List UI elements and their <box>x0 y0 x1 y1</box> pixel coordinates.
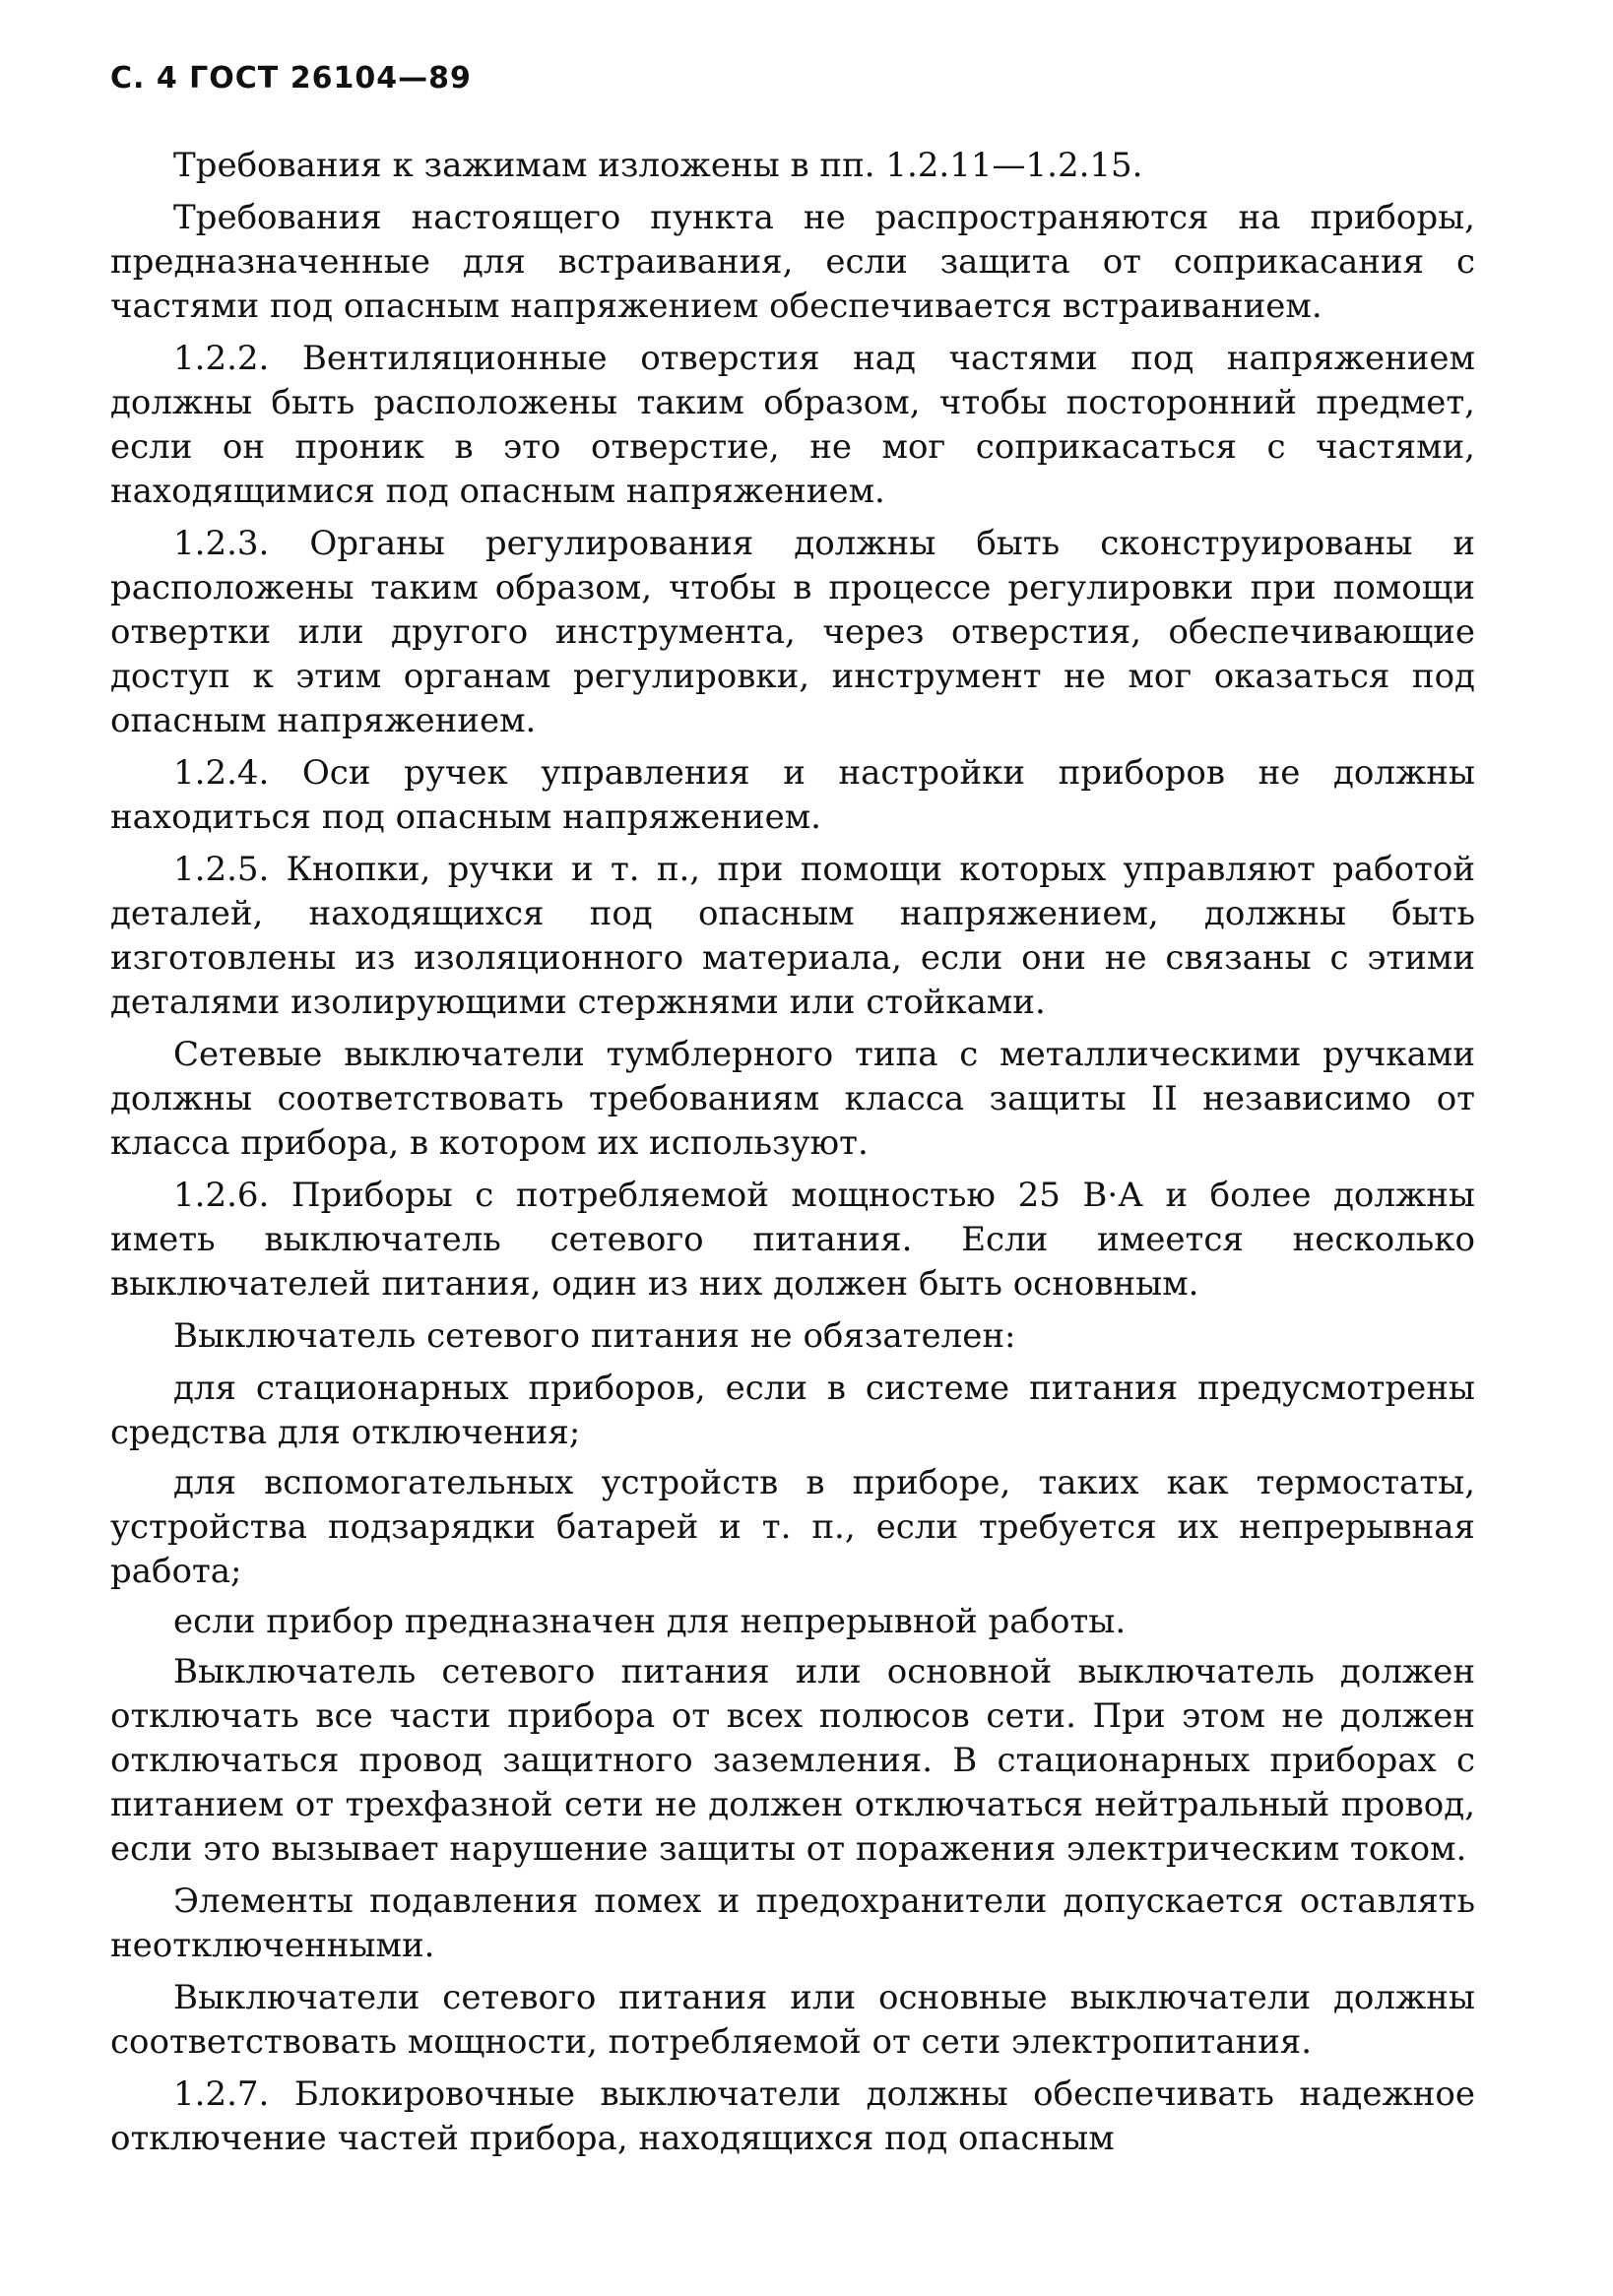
paragraph-disconnect-poles: Выключатель сетевого питания или основной выключатель должен отключать все части прибора от всех полюсов сети. При этом не должен отключаться провод защитного заземления. В стационарных приборах с питанием от трехфазной сети не должен отключаться нейтральный провод, если это вызывает нарушение защиты от поражения электрическим током. <box>110 1652 1475 1869</box>
clause-1-2-7: 1.2.7. Блокировочные выключатели должны обеспечивать надежное отключение частей прибора, находящихся под опасным <box>110 2074 1475 2158</box>
paragraph-toggle-switches: Сетевые выключатели тумблерного типа с металлическими ручками должны соответствовать требованиям класса защиты II независимо от класса прибора, в котором их используют. <box>110 1035 1475 1163</box>
running-head: С. 4 ГОСТ 26104—89 <box>110 61 472 96</box>
clause-1-2-3: 1.2.3. Органы регулирования должны быть сконструированы и расположены таким образом, чтобы в процессе регулировки при помощи отвертки или другого инструмента, через отверстия, обеспечивающие доступ к этим органам регулировки, инструмент не мог оказаться под опасным напряжением. <box>110 524 1475 740</box>
clause-1-2-5: 1.2.5. Кнопки, ручки и т. п., при помощи которых управляют работой деталей, находящихся под опасным напряжением, должны быть изготовлены из изоляционного материала, если они не связаны с этими деталями изолирующими стержнями или стойками. <box>110 850 1475 1022</box>
paragraph-switch-not-required: Выключатель сетевого питания не обязателен: <box>173 1316 1016 1356</box>
clause-1-2-2: 1.2.2. Вентиляционные отверстия над частями под напряжением должны быть расположены таким образом, чтобы посторонний предмет, если он проник в это отверстие, не мог соприкасаться с частями, находящимися под опасным напряжением. <box>110 339 1475 511</box>
paragraph-built-in-exception: Требования настоящего пункта не распространяются на приборы, предназначенные для встраивания, если защита от соприкасания с частями под опасным напряжением обеспечивается встраиванием. <box>110 198 1475 326</box>
list-item-continuous: если прибор предназначен для непрерывной работы. <box>173 1602 1127 1641</box>
paragraph-interference-elements: Элементы подавления помех и предохранители допускается оставлять неотключенными. <box>110 1881 1475 1965</box>
clause-1-2-6: 1.2.6. Приборы с потребляемой мощностью 25 В·А и более должны иметь выключатель сетевого питания. Если имеется несколько выключателей питания, один из них должен быть основным. <box>110 1176 1475 1304</box>
clause-1-2-4: 1.2.4. Оси ручек управления и настройки приборов не должны находиться под опасным напряжением. <box>110 753 1475 837</box>
body-text <box>110 144 1475 2169</box>
paragraph-clamps-reference: Требования к зажимам изложены в пп. 1.2.11—1.2.15. <box>173 146 1143 185</box>
list-item-stationary: для стационарных приборов, если в системе питания предусмотрены средства для отключения; <box>110 1369 1475 1452</box>
paragraph-switch-rating: Выключатели сетевого питания или основные выключатели должны соответствовать мощности, потребляемой от сети электропитания. <box>110 1978 1475 2062</box>
list-item-auxiliary: для вспомогательных устройств в приборе, таких как термостаты, устройства подзарядки батарей и т. п., если требуется их непрерывная работа; <box>110 1463 1475 1591</box>
